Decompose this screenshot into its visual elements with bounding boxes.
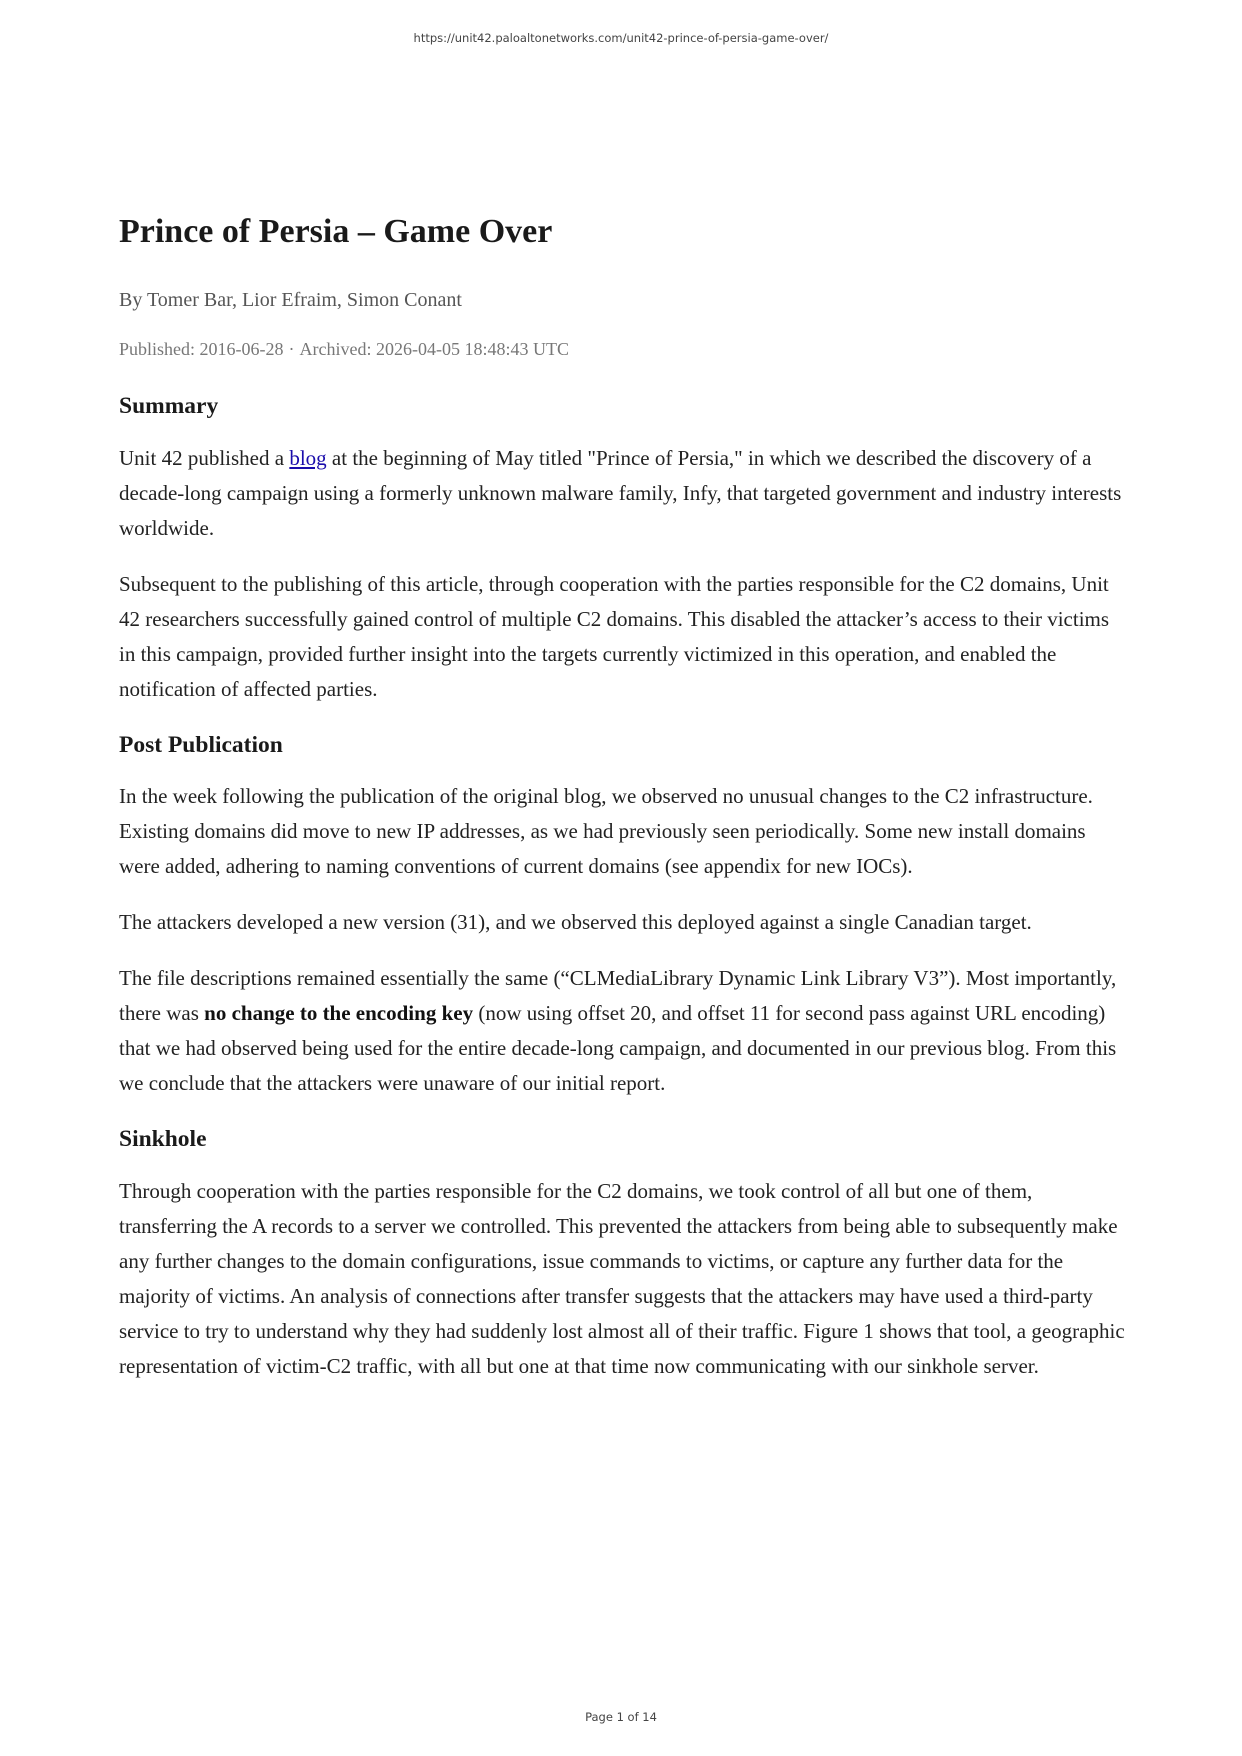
summary-p1-text-start: Unit 42 published a <box>119 445 290 470</box>
article-content <box>119 212 1129 1405</box>
section-heading-summary: Summary <box>119 393 219 420</box>
summary-paragraph-1 <box>119 441 1129 546</box>
post-publication-paragraph-2: The attackers developed a new version (31), and we observed this deployed against a single Canadian target. <box>119 910 1032 935</box>
meta-separator: · <box>288 338 295 359</box>
section-heading-sinkhole: Sinkhole <box>119 1126 207 1153</box>
archived-date: Archived: 2026-04-05 18:48:43 UTC <box>299 338 569 359</box>
summary-p1-text-end: at the beginning of May titled "Prince of Persia," in which we described the discovery of a decade-long campaign using a formerly unknown malware family, Infy, that targeted government and industry interests worldwide. <box>119 445 1122 540</box>
article-meta <box>119 338 1129 361</box>
article-byline: By Tomer Bar, Lior Efraim, Simon Conant <box>119 288 462 311</box>
page-number: Page 1 of 14 <box>585 1710 657 1724</box>
published-date: Published: 2016-06-28 <box>119 338 284 359</box>
sinkhole-paragraph-1: Through cooperation with the parties responsible for the C2 domains, we took control of all but one of them, transferring the A records to a server we controlled. This prevented the attackers from being able to subsequently make any further changes to the domain configurations, issue commands to victims, or capture any further data for the majority of victims. An analysis of connections after transfer suggests that the attackers may have used a third-party service to try to understand why they had suddenly lost almost all of their traffic. Figure 1 shows that tool, a geographic representation of victim-C2 traffic, with all but one at that time now communicating with our sinkhole server. <box>119 1178 1125 1378</box>
article-title: Prince of Persia – Game Over <box>119 213 553 250</box>
section-heading-post-publication: Post Publication <box>119 731 283 758</box>
post-pub-p3-text-end: (now using offset 20, and offset 11 for second pass against URL encoding) that we had observed being used for the entire decade-long campaign, and documented in our previous blog. From this we conclude that the attackers were unaware of our initial report. <box>119 1001 1117 1096</box>
summary-paragraph-2: Subsequent to the publishing of this article, through cooperation with the parties responsible for the C2 domains, Unit 42 researchers successfully gained control of multiple C2 domains. This disabled the attacker’s access to their victims in this campaign, provided further insight into the targets currently victimized in this operation, and enabled the notification of affected parties. <box>119 571 1110 701</box>
encoding-key-emphasis: no change to the encoding key <box>204 1001 474 1026</box>
post-publication-paragraph-3 <box>119 961 1129 1101</box>
post-publication-paragraph-1: In the week following the publication of the original blog, we observed no unusual changes to the C2 infrastructure. Existing domains did move to new IP addresses, as we had previously seen periodically. Some new install domains were added, adhering to naming conventions of current domains (see appendix for new IOCs). <box>119 784 1093 879</box>
post-pub-p3-text-start: The file descriptions remained essentially the same (“CLMediaLibrary Dynamic Link Library V3”). Most importantly, there was <box>119 966 1117 1026</box>
blog-link[interactable]: blog <box>289 445 327 470</box>
page-url-header: https://unit42.paloaltonetworks.com/unit42-prince-of-persia-game-over/ <box>413 31 829 45</box>
